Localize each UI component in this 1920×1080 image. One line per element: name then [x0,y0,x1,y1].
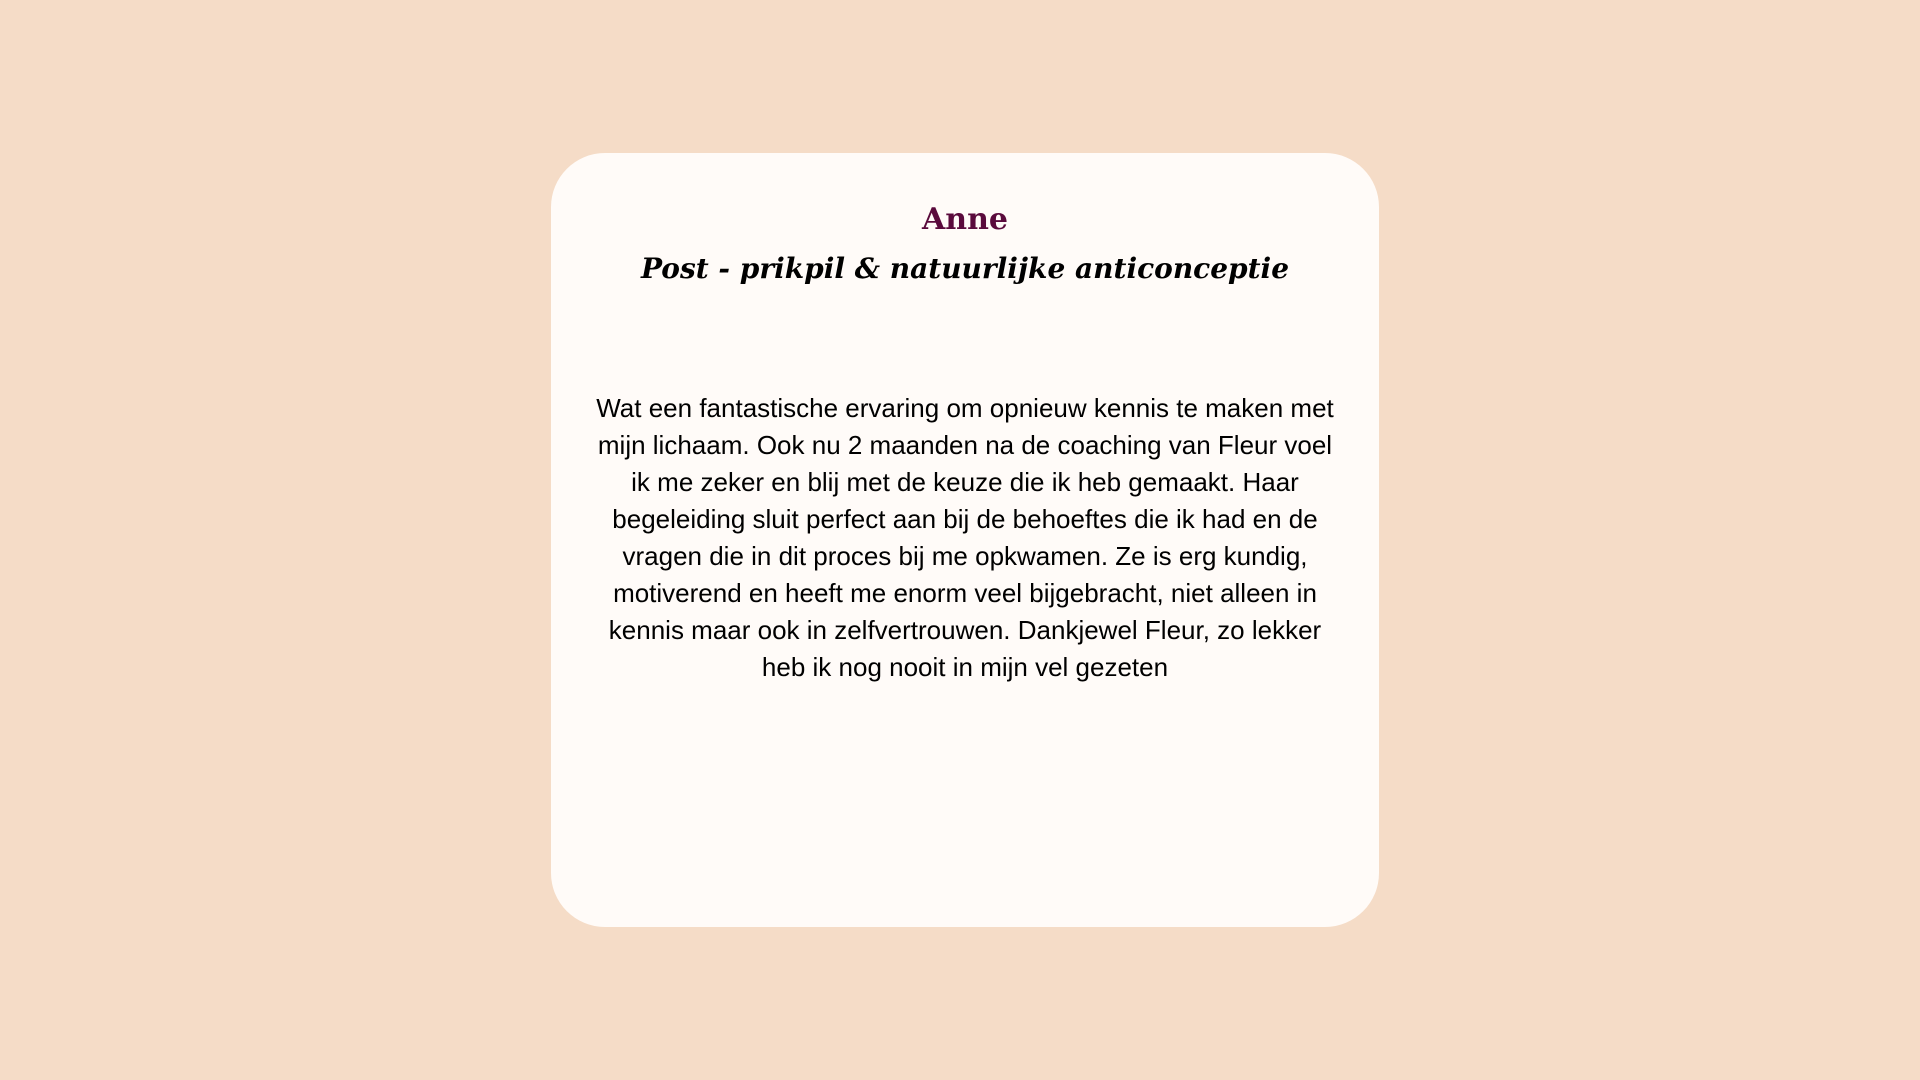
testimonial-subtitle: Post - prikpil & natuurlijke anticonceptie [640,252,1290,285]
testimonial-quote: Wat een fantastische ervaring om opnieuw kennis te maken met mijn lichaam. Ook nu 2 maanden na de coaching van Fleur voel ik me zeker en blij met de keuze die ik heb gemaakt. Haar begeleiding sluit perfect aan bij de behoeftes die ik had en de vragen die in dit proces bij me opkwamen. Ze is erg kundig, motiverend en heeft me enorm veel bijgebracht, niet alleen in kennis maar ook in zelfvertrouwen. Dankjewel Fleur, zo lekker heb ik nog nooit in mijn vel gezeten [596,393,1334,682]
testimonial-name: Anne [922,202,1008,237]
testimonial-card [551,153,1379,927]
